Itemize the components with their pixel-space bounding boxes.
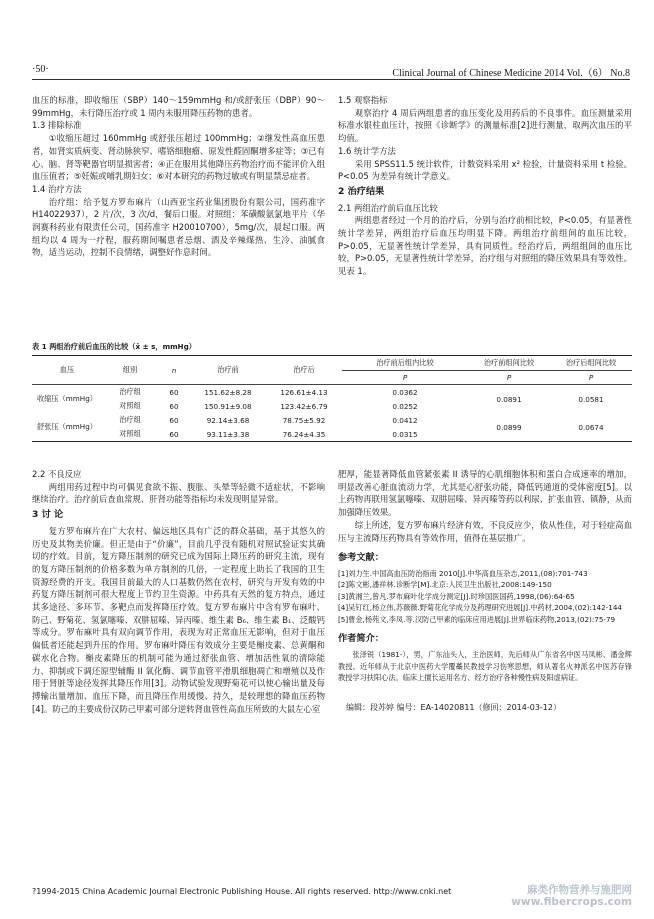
table-cell: 收缩压（mmHg）: [37, 394, 97, 403]
table-cell: 0.0315: [392, 429, 418, 439]
section-heading: 1.3 排除标准: [32, 120, 82, 131]
section-heading: 1.5 观察指标: [338, 95, 388, 105]
paragraph: 两组患者经过一个月的治疗后，分别与治疗前相比较，P<0.05，有显著性统计学差异，两组治疗后血压均明显下降。两组治疗前组间的血压比较，P>0.05，无显著性统计学差异，具有同质性。经治疗后，两组组间的血压比较，P>0.05，无显著性统计学差异，治疗组与对照组的降压效果具有等效性。见表 1。: [338, 215, 632, 277]
table-cell: 舒张压（mmHg）: [32, 413, 102, 442]
section-heading: 1.6 统计学方法: [338, 145, 396, 156]
paragraph: 血压的标准，即收缩压（SBP）140～159mmHg 和/或舒张压（DBP）90～99mmHg，未行降压治疗或 1 周内未服用降压药物的患者。: [32, 95, 325, 118]
col-header-p: P: [550, 371, 632, 385]
watermark-cn: 麻类作物营养与施肥网: [527, 884, 632, 896]
table-cell: 0.0891: [496, 394, 522, 404]
editor-line: 编辑：段苏婷 编号：EA-14020811（修回：2014-03-12）: [346, 702, 561, 712]
table-cell: 对照组: [119, 401, 141, 410]
table-cell: 92.14±3.68: [206, 415, 250, 425]
col-header-before: 治疗前: [190, 356, 266, 385]
col-header-after: 治疗后: [266, 356, 342, 385]
results-table: [32, 355, 632, 442]
table-cell: 60: [169, 401, 179, 411]
paragraph: 肥厚，能显著降低血管紧张素 II 诱导的心肌细胞体积和蛋白合成速率的增加，明显改善心脏血流动力学，尤其是心舒张功能，降低钙通道的受体密度[5]。以上药物再联用氢氯噻嗪、双肼屈嗪、异丙嗪等药以利尿、扩张血管、镇静，从而加强降压效果。: [338, 469, 632, 518]
left-column-lower: [32, 468, 325, 715]
table-cell: 78.75±5.92: [282, 415, 326, 425]
table-cell: 0.0362: [392, 387, 418, 397]
reference-item: [3]黄湘兰,曾凡.罗布麻叶化学成分测定[J].时珍国医国药,1998,(06):64-65: [338, 591, 575, 601]
page-number: ·50·: [32, 64, 49, 75]
table-cell: 0.0674: [550, 413, 632, 442]
col-header-between-before: 治疗前组间比较: [468, 356, 550, 371]
paragraph: 采用 SPSS11.5 统计软件，计数资料采用 x² 检验，计量资料采用 t 检验。P<0.05 为差异有统计学意义。: [338, 158, 632, 182]
left-column-upper: [32, 94, 325, 259]
table-cell: 对照组: [119, 429, 141, 438]
table-cell: 123.42±6.79: [280, 401, 328, 411]
table-cell: 0.0252: [392, 401, 418, 411]
references-title: 参考文献：: [338, 552, 384, 564]
col-header-between-after: 治疗后组间比较: [550, 356, 632, 371]
table-cell: 0.0581: [578, 394, 604, 404]
paragraph: ①收缩压超过 160mmHg 或舒张压超过 100mmHg；②继发性高血压患者，如肾实质病变、肾动脉狭窄、嗜铬细胞瘤、原发性醛固酮增多症等；③已有心、脑、肾等靶器官明显损害者；④正在服用其他降压药物治疗而不能评价入组血压值者；⑤妊娠或哺乳期妇女；⑥对本研究的药物过敏或有明显禁忌症者。: [32, 133, 325, 182]
table-cell: 60: [169, 429, 179, 439]
table-row: [32, 413, 632, 427]
table-cell: 0.0899: [468, 413, 550, 442]
table-cell: 0.0412: [392, 415, 418, 425]
right-column-lower: [338, 468, 632, 714]
table-row: [32, 385, 632, 400]
table-cell: 治疗组: [119, 415, 141, 424]
table-cell: 76.24±4.35: [282, 429, 326, 439]
table-cell: 126.61±4.13: [280, 387, 328, 397]
col-header-p: P: [342, 371, 468, 385]
paragraph: 两组用药过程中均可偶见食欲不振、腹胀、头晕等轻微不适症状，不影响继续治疗。治疗前后查血常规、肝肾功能等指标均未发现明显异常。: [32, 481, 325, 505]
section-heading: 2 治疗结果: [338, 185, 385, 197]
paragraph: 观察治疗 4 周后两组患者的血压变化及用药后的不良事件。血压测量采用标准水银柱血压计，按照《诊断学》的测量标准[2]进行测量，取两次血压的平均值。: [338, 107, 632, 144]
col-header-within: 治疗前后组内比较: [342, 356, 468, 371]
reference-item: [5]曹金,杨苑文,李凤.等.汉防己甲素的临床应用进展[J].世界临床药物,2013,(02):75-79: [338, 614, 616, 624]
section-heading: 1.4 治疗方法: [32, 183, 82, 194]
col-header-group: 组别: [102, 356, 158, 385]
table-cell: 60: [169, 387, 179, 397]
col-header-p: P: [468, 371, 550, 385]
right-column-upper: [338, 94, 632, 278]
watermark: [511, 884, 632, 908]
table-cell: 治疗组: [119, 387, 141, 396]
author-title: 作者简介：: [338, 633, 384, 645]
section-heading: 2.1 两组治疗前后血压比较: [338, 202, 438, 213]
table-cell: 151.62±8.28: [204, 387, 252, 397]
section-heading: 2.2 不良反应: [32, 469, 82, 479]
running-header: [32, 64, 630, 78]
table-caption: 表 1 两组治疗前后血压的比较（x̄ ± s，mmHg）: [32, 342, 196, 351]
col-header-n: n: [158, 356, 190, 385]
table-cell: 150.91±9.08: [204, 401, 252, 411]
table-cell: 93.11±3.38: [206, 429, 250, 439]
reference-item: [2]陈文彬,潘祥林.诊断学[M].北京:人民卫生出版社,2008:149-150: [338, 580, 552, 590]
table-cell: 60: [169, 415, 179, 425]
section-heading: 3 讨 论: [32, 509, 64, 521]
reference-item: [1]刘力生.中国高血压防治指南 2010[J].中华高血压杂志,2011,(08):701-743: [338, 568, 588, 578]
header-rule: [32, 79, 630, 80]
copyright-footer: ?1994-2015 China Academic Journal Electronic Publishing House. All rights reserved. http://www.cnki.net: [32, 887, 452, 896]
reference-item: [4]吴钉红,杨立伟,苏薇薇.野菊花化学成分及药理研究进展[J].中药材,2004,(02):142-144: [338, 603, 622, 613]
paragraph: 治疗组：给予复方罗布麻片（山西亚宝药业集团股份有限公司，国药准字 H14022937），2 片/次，3 次/d，餐后口服。对照组：苯磺酸氨氯地平片（华润赛科药业有限责任公司，国药准字 H20010700），5mg/次，晨起口服。两组均以 4 周为一疗程，服药期间嘱患者忌烟、酒及辛辣煤热、生冷、油腻食物，适当运动，控制不良情绪，调整好作息时间。: [32, 196, 325, 258]
journal-title: Clinical Journal of Chinese Medicine 2014 Vol.（6） No.8: [392, 68, 630, 79]
author-bio: 张泽锐（1981-），男，广东汕头人，主治医师，先后师从广东省名中医马凤彬、潘金辉教授。近年师从于北京中医药大学覆蘽民教授学习伤寒思想，师从著名火神派名中医苏存锋教授学习扶阳心法。临床上擅长运用名方、经方治疗各种慢性病及阳虚病证。: [338, 650, 632, 683]
paragraph: 综上所述，复方罗布麻片经济有效，不良反应少，依从性佳，对于轻症高血压与主流降压药物具有等效作用，值得在基层推广。: [338, 519, 632, 543]
watermark-url: www.fibercrops.com: [511, 896, 632, 908]
col-header-bp: 血压: [32, 356, 102, 385]
paragraph: 复方罗布麻片在广大农村、偏远地区具有广泛的群众基础，基于其悠久的历史及其物美价廉。但正是由于“价廉”，目前几乎没有随机对照试验证实其确切的疗效。目前，复方降压制剂的研究已成为国际上降压药的研究主流，现有的复方降压制剂的价格多数为单方制剂的几倍，一定程度上助长了我国的卫生资源经费的开支。我国目前最大的人口基数仍然在农村，研究与开发有效的中药复方降压制剂可很大程度上节约卫生资源。中药具有天然的复方特点，通过其多途径、多环节、多靶点而发挥降压疗效。复方罗布麻片中含有罗布麻叶、防己、野菊花、氢氯噻嗪、双肼屈嗪、异丙嗪、维生素 B₆、维生素 B₁、泛酸钙等成分。罗布麻叶具有双向调节作用，表现为对正常血压无影响，但对于血压偏低者还能起到升压的作用。罗布麻叶降压有效成分主要是槲皮素、总黄酮和碳水化合物。槲皮素降压的机制可能为通过舒张血管、增加活性氧的清除能力、抑制或下调还原型辅酶 II 氧化酶、调节血管平滑肌细胞凋亡和增殖以及作用于肾脏等途径发挥其降压作用[3]。动物试验发现野菊花可以使心输出量及每搏输出量增加、血压下降，而且降压作用缓慢、持久，是较理想的降血压药物[4]。防己的主要成份汉防己甲素可部分逆转肾血管性高血压所致的大鼠左心室: [32, 525, 325, 714]
